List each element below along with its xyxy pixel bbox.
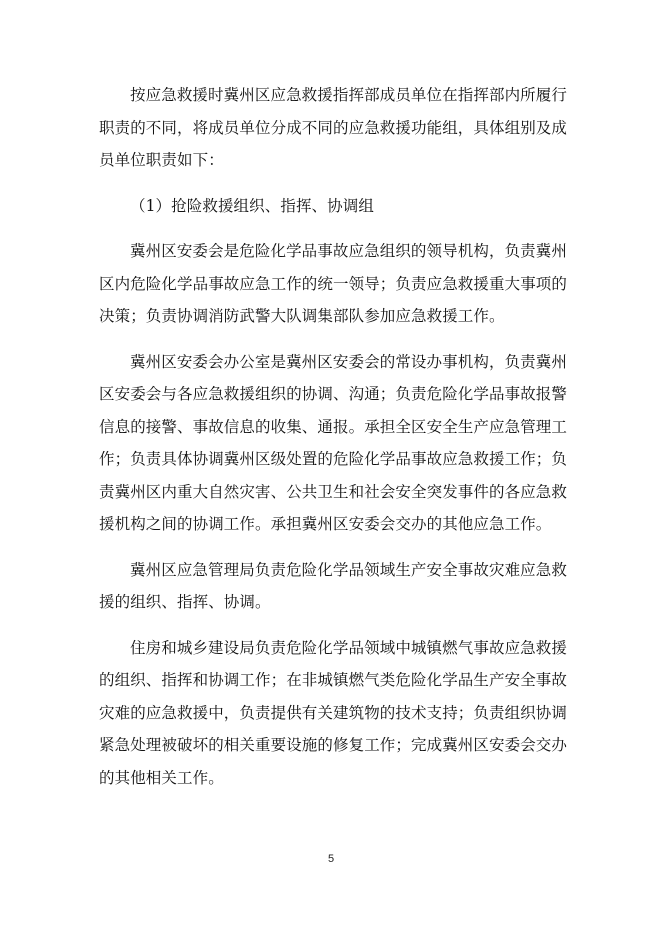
section-heading: （1）抢险救援组织、指挥、协调组: [130, 196, 374, 215]
intro-paragraph: 按应急救援时冀州区应急救援指挥部成员单位在指挥部内所履行职责的不同，将成员单位分成不同的应急救援功能组，具体组别及成员单位职责如下：: [99, 86, 568, 169]
page-body: [99, 79, 567, 794]
paragraph-safety-committee: 冀州区安委会是危险化学品事故应急组织的领导机构，负责冀州区内危险化学品事故应急工作的统一领导；负责应急救援重大事项的决策；负责协调消防武警大队调集部队参加应急救援工作。: [99, 242, 568, 325]
paragraph-housing-bureau: 住房和城乡建设局负责危险化学品领域中城镇燃气事故应急救援的组织、指挥和协调工作；在非城镇燃气类危险化学品生产安全事故灾难的应急救援中，负责提供有关建筑物的技术支持；负责组织协调紧急处理被破坏的相关重要设施的修复工作；完成冀州区安委会交办的其他相关工作。: [99, 638, 568, 787]
paragraph-safety-committee-office: 冀州区安委会办公室是冀州区安委会的常设办事机构，负责冀州区安委会与各应急救援组织的协调、沟通；负责危险化学品事故报警信息的接警、事故信息的收集、通报。承担全区安全生产应急管理工作；负责具体协调冀州区级处置的危险化学品事故应急救援工作；负责冀州区内重大自然灾害、公共卫生和社会安全突发事件的各应急救援机构之间的协调工作。承担冀州区安委会交办的其他应急工作。: [99, 352, 568, 533]
paragraph-emergency-bureau: 冀州区应急管理局负责危险化学品领域生产安全事故灾难应急救援的组织、指挥、协调。: [99, 560, 567, 611]
page-number: 5: [327, 853, 335, 865]
